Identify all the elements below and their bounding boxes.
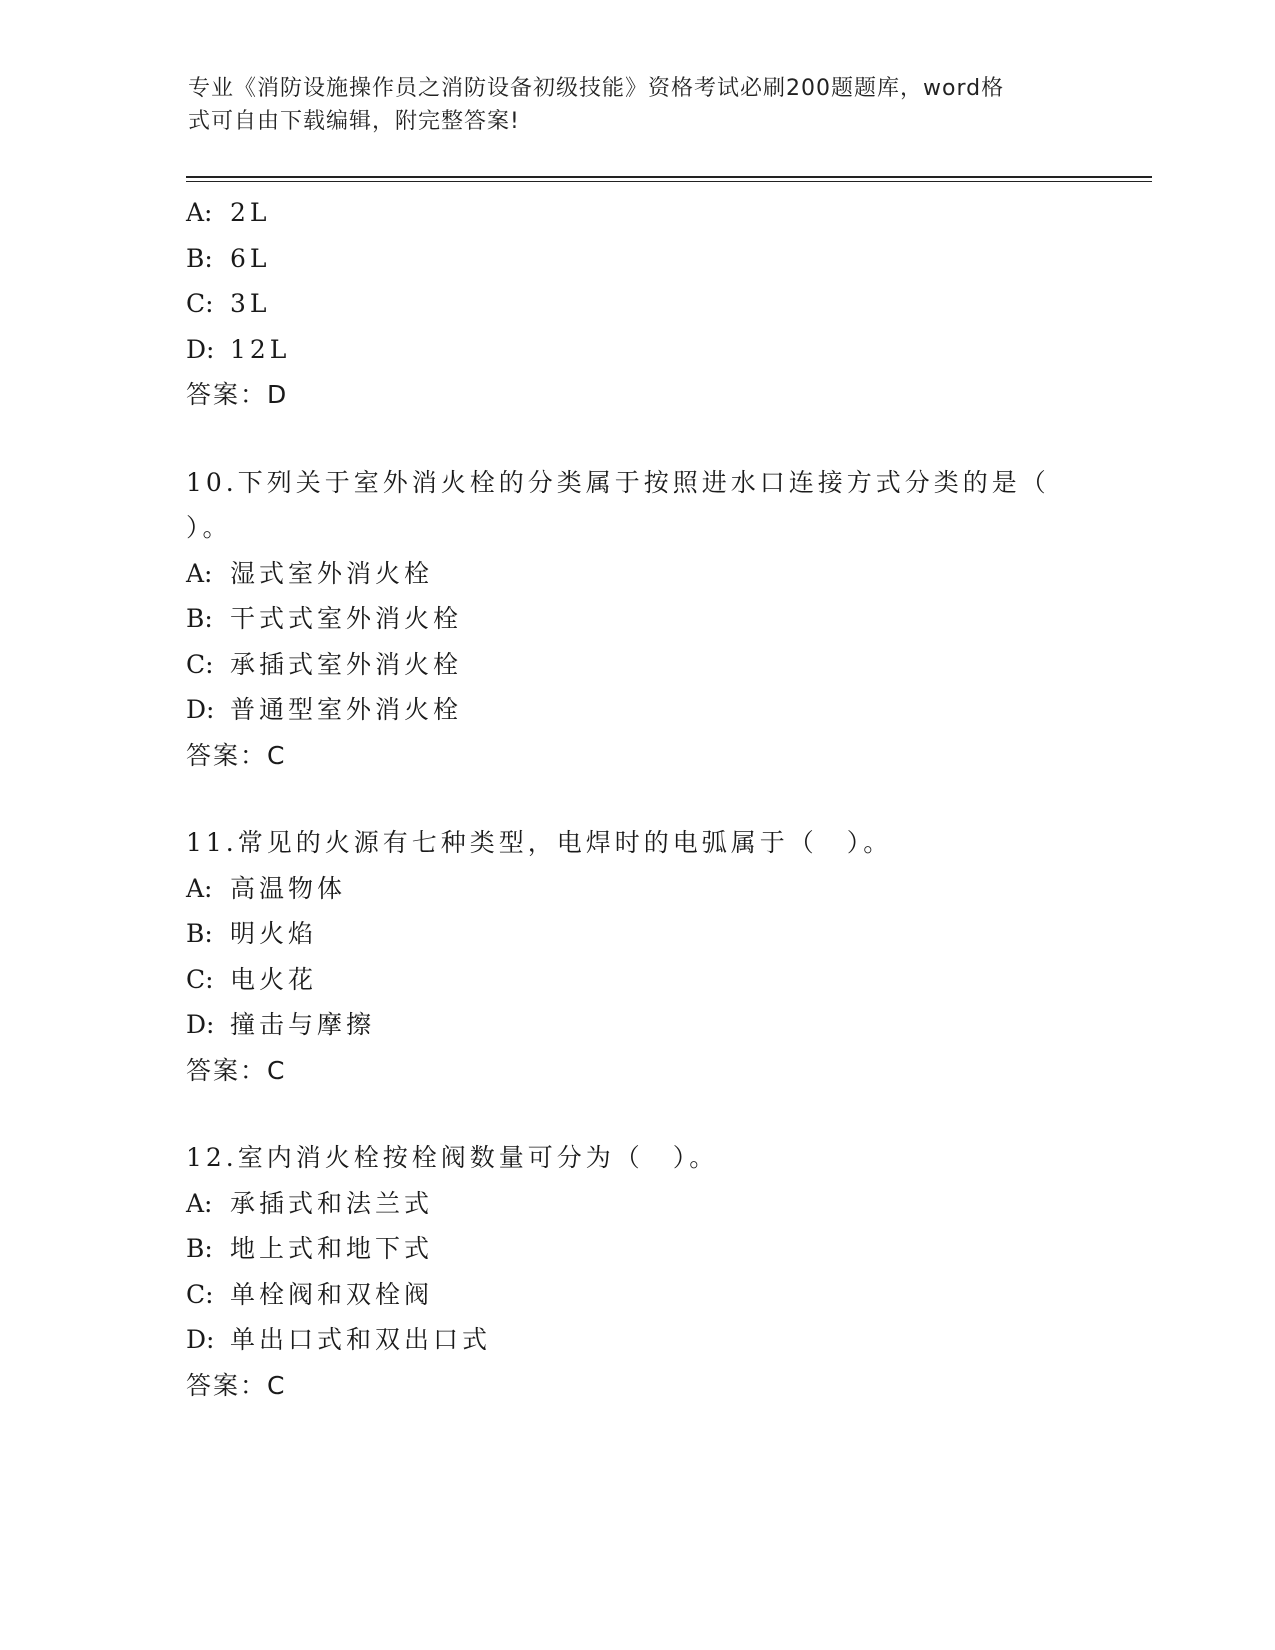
option-d: D: 12L xyxy=(186,334,291,364)
question-text: 11.常见的火源有七种类型，电焊时的电弧属于（ ）。 xyxy=(186,828,893,857)
question-text: 12.室内消火栓按栓阀数量可分为（ ）。 xyxy=(186,1143,719,1172)
header-divider-thin xyxy=(186,181,1152,182)
option-d: D: 单出口式和双出口式 xyxy=(186,1325,492,1354)
option-b: B: 6L xyxy=(186,243,271,273)
document-header xyxy=(188,72,1068,138)
option-b: B: 明火焰 xyxy=(186,919,318,948)
question-content xyxy=(186,190,1086,1408)
option-c: C: 单栓阀和双栓阀 xyxy=(186,1279,434,1309)
option-b: B: 地上式和地下式 xyxy=(186,1234,434,1263)
question-text-continued: ）。 xyxy=(186,513,232,542)
question-text: 10.下列关于室外消火栓的分类属于按照进水口连接方式分类的是（ xyxy=(186,467,1050,497)
option-a: A: 湿式室外消火栓 xyxy=(186,558,434,588)
option-b: B: 干式式室外消火栓 xyxy=(186,604,463,633)
answer-line: 答案：C xyxy=(186,740,287,770)
header-line-1: 专业《消防设施操作员之消防设备初级技能》资格考试必刷200题题库，word格 xyxy=(188,76,1005,101)
answer-line: 答案：C xyxy=(186,1370,287,1400)
option-a: A: 高温物体 xyxy=(186,873,347,903)
header-divider xyxy=(186,176,1152,178)
option-c: C: 承插式室外消火栓 xyxy=(186,649,463,679)
question-9-continued xyxy=(186,190,1086,418)
option-d: D: 撞击与摩擦 xyxy=(186,1010,376,1039)
option-a: A: 2L xyxy=(186,198,271,227)
question-10 xyxy=(186,460,1086,779)
option-a: A: 承插式和法兰式 xyxy=(186,1188,434,1218)
answer-line: 答案：C xyxy=(186,1055,287,1085)
header-line-2: 式可自由下载编辑，附完整答案! xyxy=(188,109,520,134)
option-d: D: 普通型室外消火栓 xyxy=(186,695,463,724)
question-12 xyxy=(186,1135,1086,1408)
question-11 xyxy=(186,820,1086,1093)
option-c: C: 电火花 xyxy=(186,964,318,994)
answer-line: 答案：D xyxy=(186,380,289,409)
option-c: C: 3L xyxy=(186,289,271,318)
